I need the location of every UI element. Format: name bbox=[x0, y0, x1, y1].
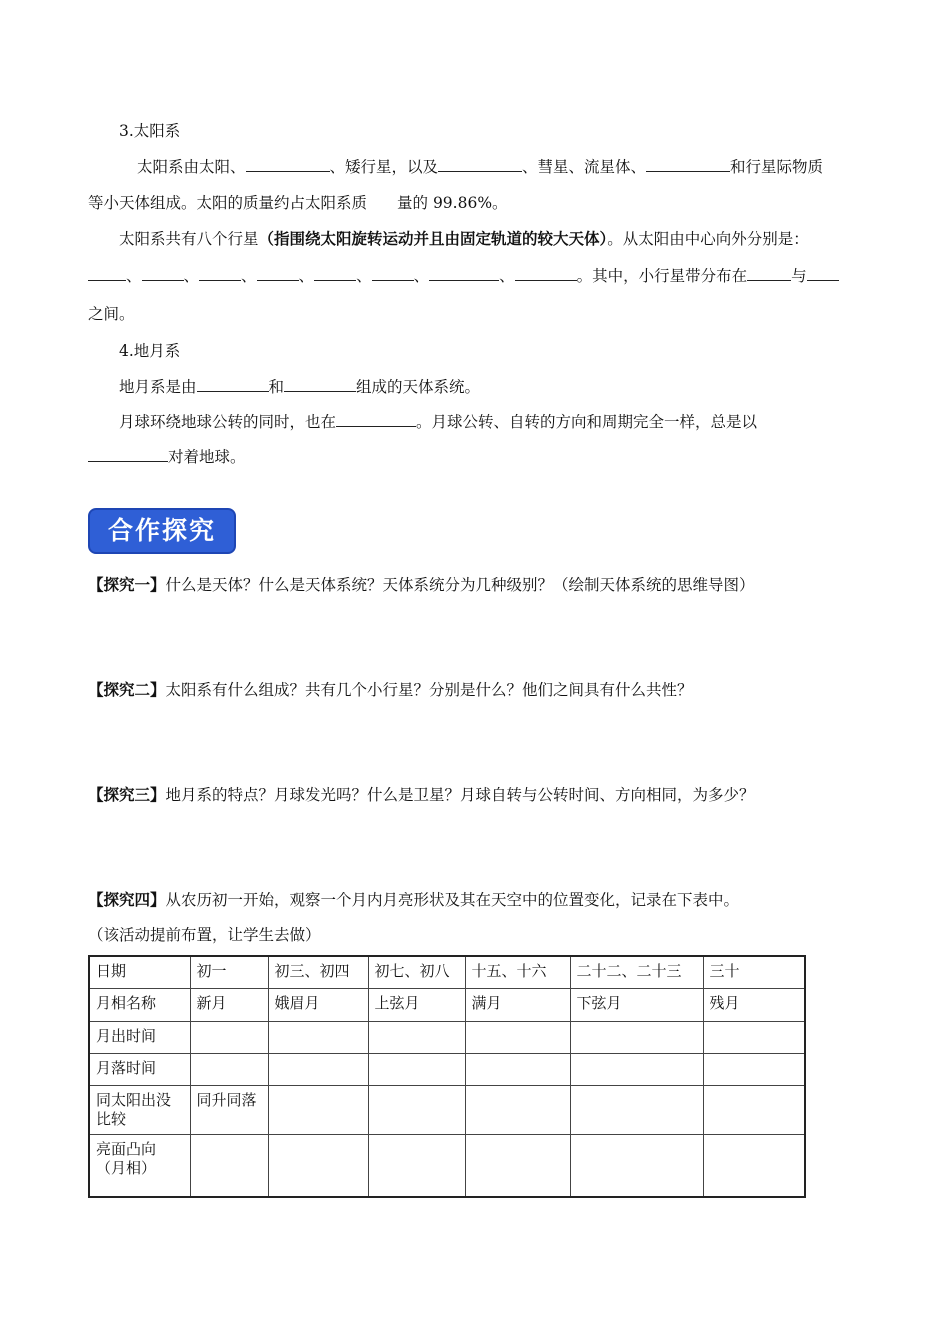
blank-field[interactable] bbox=[438, 157, 522, 172]
table-cell: 二十二、二十三 bbox=[570, 956, 703, 988]
table-cell[interactable] bbox=[703, 1021, 805, 1053]
table-cell: 上弦月 bbox=[368, 988, 465, 1021]
blank-field[interactable] bbox=[284, 377, 356, 392]
table-row bbox=[89, 956, 805, 988]
earth-moon-heading: 4.地月系 bbox=[119, 342, 181, 360]
table-row bbox=[89, 1134, 805, 1197]
activity-note: （该活动提前布置，让学生去做） bbox=[88, 926, 321, 944]
table-cell: 初七、初八 bbox=[368, 956, 465, 988]
table-cell[interactable] bbox=[368, 1085, 465, 1134]
explore-item-2: 【探究二】太阳系有什么组成？共有几个小行星？分别是什么？他们之间具有什么共性？ bbox=[88, 680, 693, 699]
table-row bbox=[89, 988, 805, 1021]
moon-phase-table bbox=[88, 955, 806, 1198]
blank-field[interactable] bbox=[646, 157, 730, 172]
blank-field[interactable] bbox=[88, 266, 126, 281]
solar-system-para-2: 太阳系共有八个行星（指围绕太阳旋转运动并且由固定轨道的较大天体）。从太阳由中心向外分别是： bbox=[119, 229, 809, 248]
planet-blanks-line: 、 、 、 、 、 、 、 。其中，小行星带分布在 与 bbox=[88, 264, 839, 286]
earth-moon-para-2: 月球环绕地球公转的同时，也在 。月球公转、自转的方向和周期完全一样，总是以 bbox=[119, 413, 758, 431]
earth-moon-para-1: 地月系是由 和 组成的天体系统。 bbox=[119, 378, 481, 396]
table-row bbox=[89, 1021, 805, 1053]
table-cell: 同太阳出没比较 bbox=[89, 1085, 190, 1134]
table-cell: 初三、初四 bbox=[268, 956, 368, 988]
explore-item-3: 【探究三】地月系的特点？月球发光吗？什么是卫星？月球自转与公转时间、方向相同，为多少？ bbox=[88, 785, 755, 804]
table-cell[interactable] bbox=[190, 1134, 268, 1197]
table-cell: 新月 bbox=[190, 988, 268, 1021]
table-cell: 残月 bbox=[703, 988, 805, 1021]
blank-field[interactable] bbox=[336, 412, 416, 427]
blank-field[interactable] bbox=[257, 266, 299, 281]
table-cell[interactable] bbox=[268, 1053, 368, 1085]
table-cell[interactable] bbox=[268, 1021, 368, 1053]
explore-item-1: 【探究一】什么是天体？什么是天体系统？天体系统分为几种级别？（绘制天体系统的思维导图） bbox=[88, 575, 755, 594]
table-cell: 下弦月 bbox=[570, 988, 703, 1021]
table-cell[interactable] bbox=[268, 1085, 368, 1134]
table-cell: 十五、十六 bbox=[465, 956, 570, 988]
table-cell[interactable] bbox=[465, 1021, 570, 1053]
table-row bbox=[89, 1053, 805, 1085]
table-cell[interactable] bbox=[703, 1134, 805, 1197]
earth-moon-para-2-cont: 对着地球。 bbox=[88, 445, 246, 467]
blank-field[interactable] bbox=[314, 266, 356, 281]
blank-field[interactable] bbox=[142, 266, 184, 281]
table-cell[interactable] bbox=[570, 1085, 703, 1134]
table-cell[interactable] bbox=[570, 1021, 703, 1053]
blank-field[interactable] bbox=[747, 266, 791, 281]
table-cell: 月相名称 bbox=[89, 988, 190, 1021]
table-cell[interactable] bbox=[465, 1085, 570, 1134]
table-cell[interactable] bbox=[268, 1134, 368, 1197]
table-cell: 三十 bbox=[703, 956, 805, 988]
table-cell[interactable] bbox=[703, 1085, 805, 1134]
table-cell: 亮面凸向（月相） bbox=[89, 1134, 190, 1197]
table-cell: 满月 bbox=[465, 988, 570, 1021]
explore-item-4: 【探究四】从农历初一开始，观察一个月内月亮形状及其在天空中的位置变化，记录在下表中。 bbox=[88, 890, 740, 909]
blank-field[interactable] bbox=[199, 266, 241, 281]
table-cell: 初一 bbox=[190, 956, 268, 988]
table-cell: 月出时间 bbox=[89, 1021, 190, 1053]
blank-field[interactable] bbox=[88, 447, 168, 462]
table-cell[interactable] bbox=[368, 1021, 465, 1053]
table-cell: 同升同落 bbox=[190, 1085, 268, 1134]
solar-system-para-1: 太阳系由太阳、 、矮行星，以及 、彗星、流星体、 和行星际物质 bbox=[137, 158, 824, 176]
blank-field[interactable] bbox=[197, 377, 269, 392]
table-cell: 日期 bbox=[89, 956, 190, 988]
solar-system-heading: 3.太阳系 bbox=[119, 122, 181, 140]
table-cell[interactable] bbox=[465, 1134, 570, 1197]
blank-field[interactable] bbox=[246, 157, 330, 172]
blank-field[interactable] bbox=[807, 266, 839, 281]
table-cell[interactable] bbox=[190, 1021, 268, 1053]
table-cell: 娥眉月 bbox=[268, 988, 368, 1021]
table-cell[interactable] bbox=[465, 1053, 570, 1085]
blank-field[interactable] bbox=[372, 266, 414, 281]
table-cell[interactable] bbox=[368, 1053, 465, 1085]
table-cell[interactable] bbox=[190, 1053, 268, 1085]
table-cell[interactable] bbox=[703, 1053, 805, 1085]
table-cell[interactable] bbox=[570, 1134, 703, 1197]
table-row bbox=[89, 1085, 805, 1134]
blank-field[interactable] bbox=[515, 266, 577, 281]
cooperative-inquiry-banner: 合作探究 bbox=[88, 508, 236, 554]
table-cell[interactable] bbox=[368, 1134, 465, 1197]
table-cell: 月落时间 bbox=[89, 1053, 190, 1085]
blank-field[interactable] bbox=[429, 266, 499, 281]
solar-system-para-1-cont: 等小天体组成。太阳的质量约占太阳系质 量的 99.86%。 bbox=[88, 194, 508, 212]
table-cell[interactable] bbox=[570, 1053, 703, 1085]
planet-blanks-line-end: 之间。 bbox=[88, 305, 135, 323]
